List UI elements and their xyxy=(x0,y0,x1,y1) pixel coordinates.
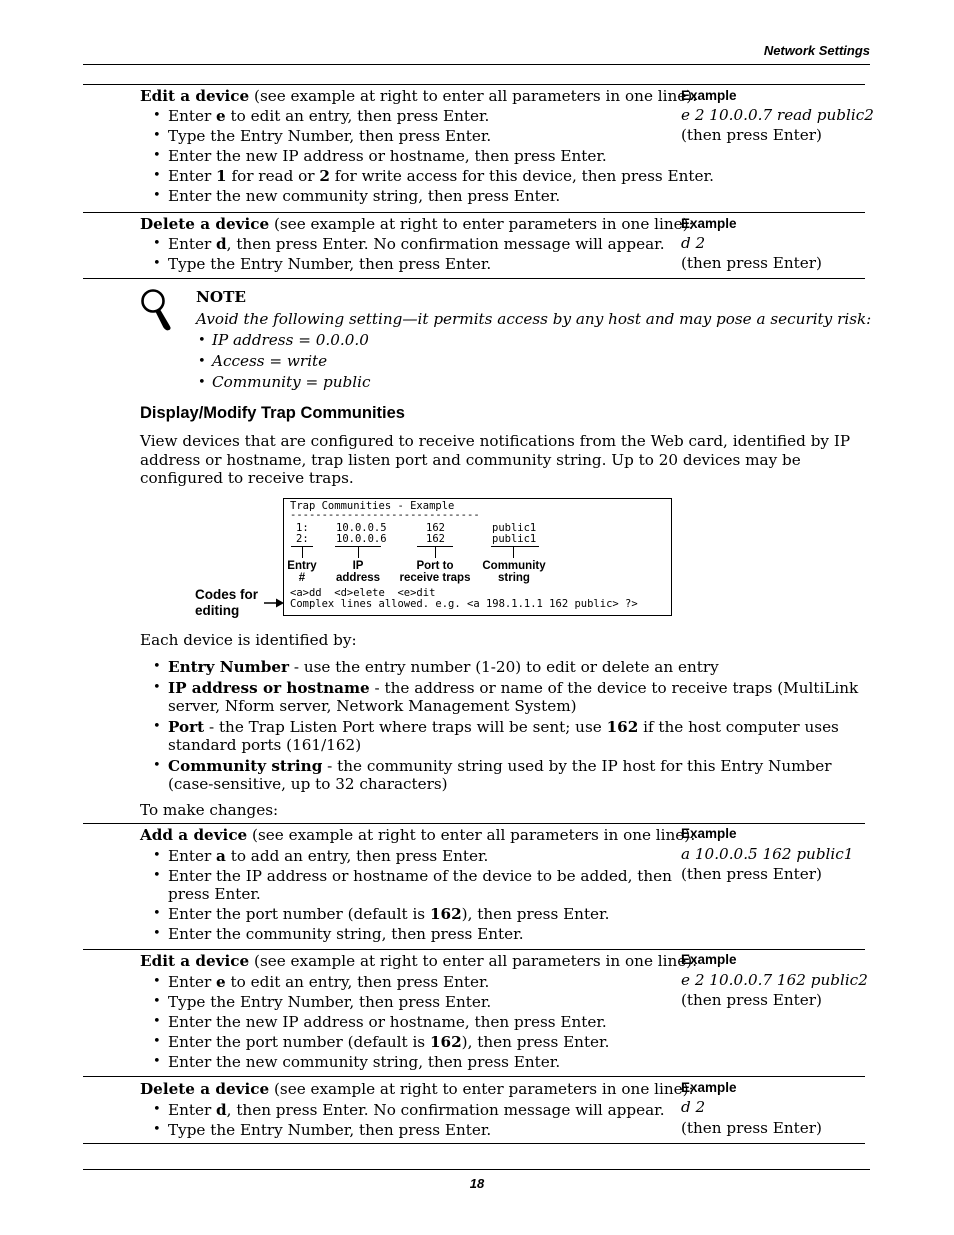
label-entry: Entry # xyxy=(287,560,317,584)
figure-title-line: Trap Communities - Example xyxy=(290,500,455,512)
row2-port: 162 xyxy=(426,533,445,545)
list-item: • Enter the port number (default is 162), then press Enter. xyxy=(140,904,680,924)
edit-device-lead: Edit a device (see example at right to enter all parameters in one line): xyxy=(140,952,698,970)
list-item: • Enter e to edit an entry, then press Enter. xyxy=(140,106,714,126)
trap-communities-figure xyxy=(283,498,672,616)
table-rule xyxy=(83,823,865,824)
list-item: • Enter the new IP address or hostname, then press Enter. xyxy=(140,146,714,166)
delete-device-steps xyxy=(140,234,665,274)
example-command: e 2 10.0.0.7 162 public2 xyxy=(681,971,868,989)
row2-ip: 10.0.0.6 xyxy=(336,533,387,545)
example-label: Example xyxy=(681,1080,737,1095)
identified-by: Each device is identified by: xyxy=(140,631,357,649)
codes-callout: Codes for editing xyxy=(195,587,259,618)
to-make-changes: To make changes: xyxy=(140,801,279,819)
list-item: • Enter d, then press Enter. No confirmation message will appear. xyxy=(140,1100,665,1120)
list-item: • Enter 1 for read or 2 for write access for this device, then press Enter. xyxy=(140,166,714,186)
table-rule xyxy=(83,278,865,279)
edit-device-lead: Edit a device (see example at right to enter all parameters in one line): xyxy=(140,87,698,105)
arrow-right-icon xyxy=(264,593,284,603)
list-item: • IP address = 0.0.0.0 xyxy=(196,330,371,351)
delete-device-lead: Delete a device (see example at right to enter parameters in one line): xyxy=(140,215,694,233)
list-item: • Type the Entry Number, then press Enter. xyxy=(140,992,609,1012)
list-item: • Community = public xyxy=(196,372,371,393)
note-title: NOTE xyxy=(196,288,246,306)
list-item: • Port - the Trap Listen Port where traps will be sent; use 162 if the host computer uses standard ports (161/162) xyxy=(140,718,870,755)
example-note: (then press Enter) xyxy=(681,991,822,1009)
list-item: • Enter the new community string, then press Enter. xyxy=(140,1052,609,1072)
list-item: • Type the Entry Number, then press Enter. xyxy=(140,254,665,274)
list-item: • Enter a to add an entry, then press Enter. xyxy=(140,846,680,866)
device-fields-list xyxy=(140,658,870,796)
header-rule xyxy=(83,64,870,65)
table-rule xyxy=(83,949,865,950)
edit-device-steps xyxy=(140,106,714,206)
note-text: Avoid the following setting—it permits access by any host and may pose a security risk: xyxy=(196,310,872,328)
table-rule xyxy=(83,212,865,213)
row1-ip: 10.0.0.5 xyxy=(336,522,387,534)
page-number: 18 xyxy=(469,1176,485,1191)
complex-line: Complex lines allowed. e.g. <a 198.1.1.1 162 public> ?> xyxy=(290,598,638,610)
example-label: Example xyxy=(681,826,737,841)
row2-entry: 2: xyxy=(296,533,309,545)
label-ip-address: IP address xyxy=(335,560,381,584)
table-rule xyxy=(83,1143,865,1144)
example-command: e 2 10.0.0.7 read public2 xyxy=(681,106,874,124)
example-command: d 2 xyxy=(681,1098,706,1116)
example-command: d 2 xyxy=(681,234,706,252)
table-rule xyxy=(83,1076,865,1077)
list-item: • Enter the port number (default is 162), then press Enter. xyxy=(140,1032,609,1052)
example-note: (then press Enter) xyxy=(681,126,822,144)
row1-port: 162 xyxy=(426,522,445,534)
example-note: (then press Enter) xyxy=(681,1119,822,1137)
list-item: • IP address or hostname - the address or name of the device to receive traps (MultiLink server, Nform server, Network Management System) xyxy=(140,679,870,716)
figure-dash-line: ------------------------------ xyxy=(290,509,480,521)
list-item: • Access = write xyxy=(196,351,371,372)
table-rule xyxy=(83,84,865,85)
list-item: • Enter the IP address or hostname of the device to be added, then press Enter. xyxy=(140,867,680,903)
section-heading: Display/Modify Trap Communities xyxy=(140,404,405,422)
list-item: • Enter the new IP address or hostname, then press Enter. xyxy=(140,1012,609,1032)
delete-device-lead: Delete a device (see example at right to enter parameters in one line): xyxy=(140,1080,694,1098)
example-command: a 10.0.0.5 162 public1 xyxy=(681,845,854,863)
example-label: Example xyxy=(681,88,737,103)
running-header: Network Settings xyxy=(763,43,870,58)
row1-entry: 1: xyxy=(296,522,309,534)
row1-community: public1 xyxy=(492,522,537,534)
codes-line: <a>dd <d>elete <e>dit xyxy=(290,587,436,599)
list-item: • Entry Number - use the entry number (1-20) to edit or delete an entry xyxy=(140,658,870,677)
list-item: • Enter the new community string, then press Enter. xyxy=(140,186,714,206)
intro-paragraph: View devices that are configured to receive notifications from the Web card, identified by IP address or hostname, trap listen port and community string. Up to 20 devices may be configured to receive traps. xyxy=(140,432,851,487)
list-item: • Enter the community string, then press Enter. xyxy=(140,924,680,944)
example-label: Example xyxy=(681,216,737,231)
add-device-steps xyxy=(140,846,680,944)
example-note: (then press Enter) xyxy=(681,865,822,883)
delete-device-steps xyxy=(140,1100,665,1140)
row2-community: public1 xyxy=(492,533,537,545)
note-list xyxy=(196,330,371,393)
label-community: Community string xyxy=(482,560,546,584)
list-item: • Type the Entry Number, then press Enter. xyxy=(140,126,714,146)
list-item: • Enter d, then press Enter. No confirmation message will appear. xyxy=(140,234,665,254)
list-item: • Type the Entry Number, then press Enter. xyxy=(140,1120,665,1140)
example-note: (then press Enter) xyxy=(681,254,822,272)
example-label: Example xyxy=(681,952,737,967)
footer-rule xyxy=(83,1169,870,1170)
list-item: • Community string - the community string used by the IP host for this Entry Number (case-sensitive, up to 32 characters) xyxy=(140,757,870,794)
add-device-lead: Add a device (see example at right to enter all parameters in one line): xyxy=(140,826,696,844)
edit-device-steps xyxy=(140,972,609,1072)
list-item: • Enter e to edit an entry, then press Enter. xyxy=(140,972,609,992)
label-port: Port to receive traps xyxy=(399,560,471,584)
magnifier-icon xyxy=(138,288,174,332)
